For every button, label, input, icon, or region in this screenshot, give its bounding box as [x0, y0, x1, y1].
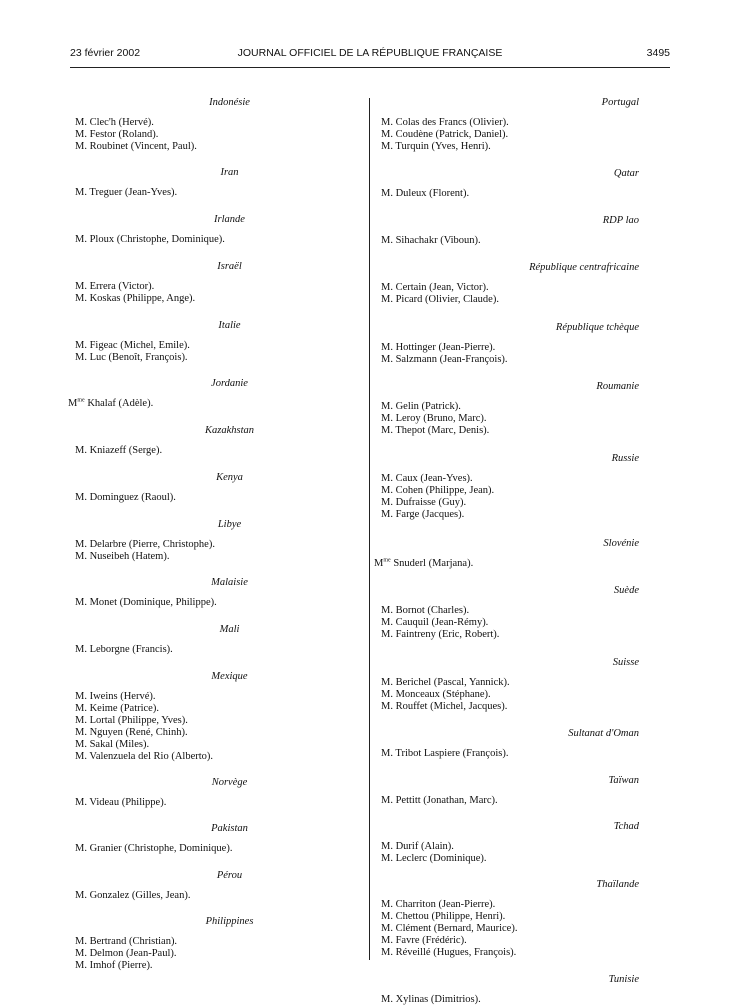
- appointee-name: M. Dufraisse (Guy).: [381, 497, 467, 508]
- appointee-name: M. Gelin (Patrick).: [381, 401, 461, 412]
- appointee-name: M. Monceaux (Stéphane).: [381, 689, 491, 700]
- appointee-name: M. Valenzuela del Rio (Alberto).: [75, 751, 214, 762]
- appointee-name: M. Keime (Patrice).: [75, 703, 159, 714]
- country-section: [60, 472, 353, 504]
- section-spacer: [60, 504, 353, 519]
- section-spacer: [60, 609, 353, 624]
- appointee-name: M. Nuseibeh (Hatem).: [75, 551, 170, 562]
- appointee-name: M. Bornot (Charles).: [381, 605, 470, 616]
- appointee-name: M. Nguyen (René, Chinh).: [75, 727, 188, 738]
- appointee-name: M. Iweins (Hervé).: [75, 691, 156, 702]
- appointee-name: M. Kniazeff (Serge).: [75, 445, 163, 456]
- left-column: [60, 97, 353, 972]
- country-heading: Irlande: [214, 214, 245, 225]
- section-spacer: [374, 807, 669, 821]
- country-section: [374, 97, 669, 153]
- country-heading: Taïwan: [608, 775, 639, 786]
- section-spacer: [374, 521, 669, 538]
- appointee-name: M. Caux (Jean-Yves).: [381, 473, 473, 484]
- country-section: [374, 453, 669, 521]
- appointee-name: M. Leborgne (Francis).: [75, 644, 173, 655]
- appointee-name: M. Treguer (Jean-Yves).: [75, 187, 178, 198]
- appointee-name: M. Delmon (Jean-Paul).: [75, 948, 177, 959]
- country-section: [374, 381, 669, 437]
- header-rule: [70, 67, 670, 68]
- section-spacer: [60, 563, 353, 577]
- country-section: [60, 823, 353, 855]
- country-section: [60, 261, 353, 305]
- appointee-name: M. Sihachakr (Viboun).: [381, 235, 481, 246]
- country-section: [60, 577, 353, 609]
- appointee-name: M. Videau (Philippe).: [75, 797, 167, 808]
- country-heading: Jordanie: [211, 378, 248, 389]
- appointee-name: M. Luc (Benoît, François).: [75, 352, 188, 363]
- section-spacer: [374, 865, 669, 879]
- section-spacer: [60, 410, 353, 425]
- appointee-name: $M^{me}$ Snuderl (Marjana).: [374, 557, 474, 569]
- country-heading: Mexique: [211, 671, 248, 682]
- country-heading: Libye: [217, 519, 242, 530]
- appointee-name: M. Tribot Laspiere (François).: [381, 748, 509, 759]
- section-spacer: [374, 641, 669, 657]
- appointee-name: M. Clément (Bernard, Maurice).: [381, 923, 518, 934]
- country-heading: Pakistan: [211, 823, 248, 834]
- section-spacer: [374, 200, 669, 215]
- section-spacer: [374, 570, 669, 585]
- appointee-name: M. Bertrand (Christian).: [75, 936, 178, 947]
- appointee-name: M. Clec'h (Hervé).: [75, 117, 154, 128]
- section-spacer: [60, 763, 353, 777]
- appointee-name: M. Sakal (Miles).: [75, 739, 150, 750]
- appointee-name: M. Koskas (Philippe, Ange).: [75, 293, 196, 304]
- country-heading: Suède: [613, 585, 639, 596]
- section-spacer: [374, 760, 669, 775]
- country-heading: RDP lao: [602, 215, 639, 226]
- appointee-name: M. Picard (Olivier, Claude).: [381, 294, 499, 305]
- section-spacer: [374, 366, 669, 381]
- country-section: [374, 821, 669, 865]
- appointee-name: M. Cauquil (Jean-Rémy).: [381, 617, 489, 628]
- section-spacer: [60, 809, 353, 823]
- appointee-name: M. Leclerc (Dominique).: [381, 853, 487, 864]
- appointee-name: M. Salzmann (Jean-François).: [381, 354, 508, 365]
- section-spacer: [60, 364, 353, 378]
- right-column: [374, 97, 669, 1006]
- country-section: [60, 214, 353, 246]
- country-section: [374, 168, 669, 200]
- section-spacer: [374, 437, 669, 453]
- appointee-name: M. Errera (Victor).: [75, 281, 155, 292]
- country-heading: Pérou: [216, 870, 243, 881]
- country-section: [60, 167, 353, 199]
- country-section: [374, 262, 669, 306]
- appointee-name: M. Certain (Jean, Victor).: [381, 282, 489, 293]
- country-heading: République centrafricaine: [529, 262, 639, 273]
- country-section: [374, 215, 669, 247]
- country-heading: Kenya: [216, 472, 243, 483]
- issue-date: 23 février 2002: [70, 47, 141, 59]
- section-spacer: [60, 305, 353, 320]
- country-section: [60, 320, 353, 364]
- appointee-name: M. Réveillé (Hugues, François).: [381, 947, 517, 958]
- journal-title: JOURNAL OFFICIEL DE LA RÉPUBLIQUE FRANÇAISE: [237, 47, 503, 59]
- country-section: [374, 585, 669, 641]
- appointee-name: M. Leroy (Bruno, Marc).: [381, 413, 487, 424]
- country-heading: Thaïlande: [596, 879, 639, 890]
- country-heading: Tchad: [613, 821, 639, 832]
- country-section: [374, 879, 669, 959]
- country-heading: Portugal: [601, 97, 639, 108]
- section-spacer: [374, 306, 669, 322]
- appointee-name: M. Lortal (Philippe, Yves).: [75, 715, 188, 726]
- appointee-name: M. Pettitt (Jonathan, Marc).: [381, 795, 498, 806]
- country-section: [374, 775, 669, 807]
- appointee-name: M. Chettou (Philippe, Henri).: [381, 911, 506, 922]
- country-heading: Iran: [220, 167, 239, 178]
- country-section: [374, 974, 669, 1006]
- country-section: [60, 378, 353, 410]
- appointee-name: M. Coudène (Patrick, Daniel).: [381, 129, 509, 140]
- section-spacer: [60, 199, 353, 214]
- appointee-name: M. Festor (Roland).: [75, 129, 159, 140]
- appointee-name: M. Durif (Alain).: [381, 841, 454, 852]
- appointee-name: M. Dominguez (Raoul).: [75, 492, 176, 503]
- appointee-name: M. Farge (Jacques).: [381, 509, 465, 520]
- country-heading: Suisse: [612, 657, 639, 668]
- country-section: [374, 538, 669, 570]
- country-heading: Mali: [219, 624, 240, 635]
- country-section: [374, 322, 669, 366]
- country-heading: République tchèque: [555, 322, 639, 333]
- appointee-name: M. Colas des Francs (Olivier).: [381, 117, 509, 128]
- appointee-name: M. Favre (Frédéric).: [381, 935, 467, 946]
- section-spacer: [60, 656, 353, 671]
- country-section: [60, 916, 353, 972]
- country-section: [60, 519, 353, 563]
- country-heading: Philippines: [205, 916, 254, 927]
- country-section: [60, 870, 353, 902]
- country-section: [60, 671, 353, 763]
- section-spacer: [374, 959, 669, 974]
- country-heading: Slovénie: [603, 538, 639, 549]
- country-heading: Tunisie: [608, 974, 639, 985]
- country-heading: Malaisie: [211, 577, 248, 588]
- appointee-name: M. Berichel (Pascal, Yannick).: [381, 677, 510, 688]
- appointee-name: $M^{me}$ Khalaf (Adèle).: [68, 397, 154, 409]
- appointee-name: M. Imhof (Pierre).: [75, 960, 153, 971]
- country-heading: Russie: [611, 453, 639, 464]
- country-heading: Kazakhstan: [204, 425, 254, 436]
- appointee-name: M. Rouffet (Michel, Jacques).: [381, 701, 508, 712]
- country-heading: Italie: [218, 320, 241, 331]
- country-heading: Sultanat d'Oman: [568, 728, 639, 739]
- appointee-name: M. Ploux (Christophe, Dominique).: [75, 234, 225, 245]
- country-heading: Israël: [217, 261, 242, 272]
- section-spacer: [374, 247, 669, 262]
- appointee-name: M. Charriton (Jean-Pierre).: [381, 899, 496, 910]
- appointee-name: M. Faintreny (Eric, Robert).: [381, 629, 500, 640]
- page-number: 3495: [646, 47, 670, 59]
- appointee-name: M. Gonzalez (Gilles, Jean).: [75, 890, 191, 901]
- country-section: [60, 624, 353, 656]
- section-spacer: [60, 246, 353, 261]
- country-section: [60, 777, 353, 809]
- appointee-name: M. Roubinet (Vincent, Paul).: [75, 141, 197, 152]
- appointee-name: M. Hottinger (Jean-Pierre).: [381, 342, 496, 353]
- section-spacer: [60, 457, 353, 472]
- country-section: [374, 657, 669, 713]
- appointee-name: M. Monet (Dominique, Philippe).: [75, 597, 217, 608]
- appointee-name: M. Duleux (Florent).: [381, 188, 470, 199]
- country-heading: Indonésie: [209, 97, 250, 108]
- country-section: [60, 425, 353, 457]
- section-spacer: [60, 902, 353, 916]
- appointee-name: M. Figeac (Michel, Emile).: [75, 340, 190, 351]
- country-heading: Roumanie: [596, 381, 639, 392]
- page-header: [70, 47, 670, 63]
- appointee-name: M. Turquin (Yves, Henri).: [381, 141, 491, 152]
- column-divider: [369, 98, 370, 960]
- appointee-name: M. Xylinas (Dimitrios).: [381, 994, 481, 1005]
- country-section: [374, 728, 669, 760]
- country-section: [60, 97, 353, 153]
- appointee-name: M. Delarbre (Pierre, Christophe).: [75, 539, 215, 550]
- appointee-name: M. Cohen (Philippe, Jean).: [381, 485, 495, 496]
- section-spacer: [60, 855, 353, 870]
- appointee-name: M. Thepot (Marc, Denis).: [381, 425, 490, 436]
- country-heading: Norvège: [211, 777, 248, 788]
- section-spacer: [374, 153, 669, 168]
- appointee-name: M. Granier (Christophe, Dominique).: [75, 843, 233, 854]
- section-spacer: [374, 713, 669, 728]
- section-spacer: [60, 153, 353, 167]
- country-heading: Qatar: [613, 168, 639, 179]
